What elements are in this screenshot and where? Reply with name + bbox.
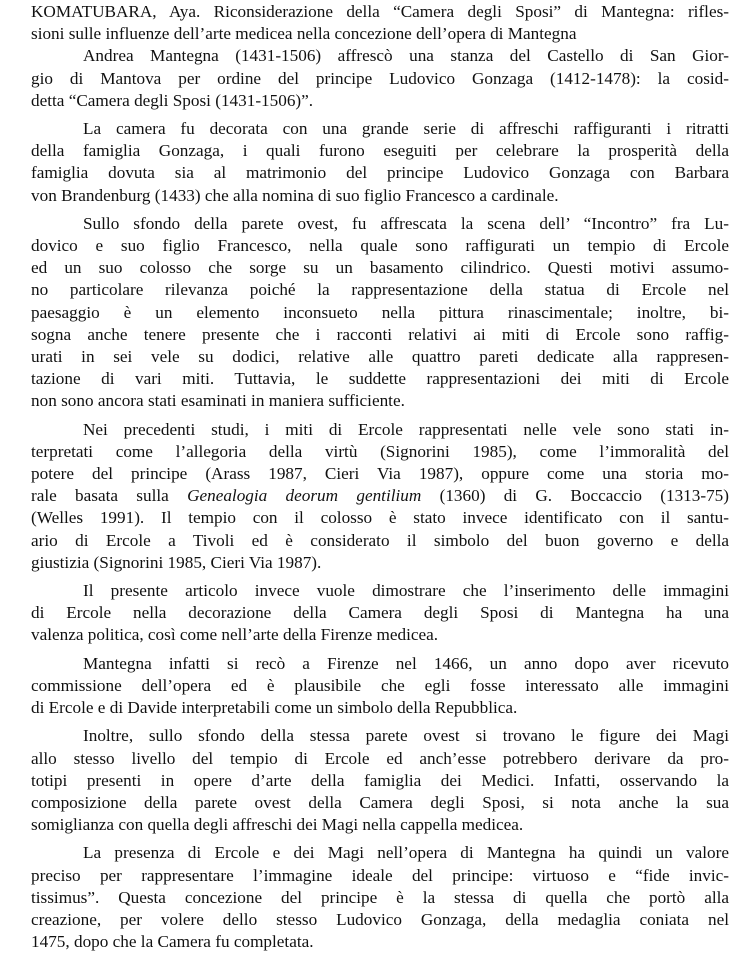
text-line: Inoltre, sullo sfondo della stessa parete ovest si trovano le figure dei Magi xyxy=(83,726,729,746)
paragraph-4 xyxy=(31,419,729,574)
header-line-1: KOMATUBARA, Aya. Riconsiderazione della “Camera degli Sposi” di Mantegna: rifles- xyxy=(31,2,729,21)
text-line: terpretati come l’allegoria della virtù (Signorini 1985), come l’immoralità del xyxy=(31,441,729,461)
paragraph-8 xyxy=(31,842,729,953)
text-line: La presenza di Ercole e dei Magi nell’opera di Mantegna ha quindi un valore xyxy=(83,843,729,863)
text-line: commissione dell’opera ed è plausibile che egli fosse interessato alle immagini xyxy=(31,675,729,695)
text-line: Nei precedenti studi, i miti di Ercole rappresentati nelle vele sono stati in- xyxy=(83,419,729,439)
text-line: della famiglia Gonzaga, i quali furono eseguiti per celebrare la prosperità della xyxy=(31,141,729,161)
text-line: potere del principe (Arass 1987, Cieri Via 1987), oppure come una storia mo- xyxy=(31,464,729,484)
text-line: von Brandenburg (1433) che alla nomina di suo figlio Francesco a cardinale. xyxy=(31,185,559,205)
text-line: Andrea Mantegna (1431-1506) affrescò una stanza del Castello di San Gior- xyxy=(83,46,729,66)
text-line: totipi presenti in opere d’arte della famiglia dei Medici. Infatti, osservando la xyxy=(31,770,729,790)
text-line: paesaggio è un elemento inconsueto nella pittura rinascimentale; inoltre, bi- xyxy=(31,302,729,322)
document-page xyxy=(31,0,729,953)
paragraph-3 xyxy=(31,213,729,413)
text-line-with-italic xyxy=(31,485,729,507)
text-line: di Ercole e di Davide interpretabili come un simbolo della Repubblica. xyxy=(31,698,518,718)
text-line: creazione, per volere dello stesso Ludovico Gonzaga, della medaglia coniata nel xyxy=(31,909,729,929)
text-line: La camera fu decorata con una grande serie di affreschi raffiguranti i ritratti xyxy=(83,119,729,139)
paragraph-2 xyxy=(31,118,729,207)
text-line: urati in sei vele su dodici, relative alle quattro pareti dedicate alla rappresen- xyxy=(31,347,729,367)
paragraph-5 xyxy=(31,580,729,647)
text-line: famiglia dovuta sia al matrimonio del principe Ludovico Gonzaga con Barbara xyxy=(31,163,729,183)
text-line: allo stesso livello del tempio di Ercole ed anch’esse potrebbero derivare da pro- xyxy=(31,748,729,768)
text-line: giustizia (Signorini 1985, Cieri Via 1987). xyxy=(31,552,322,572)
paragraph-6 xyxy=(31,653,729,720)
text-line: (Welles 1991). Il tempio con il colosso è stato invece identificato con il santu- xyxy=(31,508,729,528)
text-line: gio di Mantova per ordine del principe Ludovico Gonzaga (1412-1478): la cosid- xyxy=(31,68,729,88)
text-line: 1475, dopo che la Camera fu completata. xyxy=(31,932,314,952)
paragraph-7 xyxy=(31,725,729,836)
text-line: Il presente articolo invece vuole dimostrare che l’inserimento delle immagini xyxy=(83,581,729,601)
text-line: detta “Camera degli Sposi (1431-1506)”. xyxy=(31,90,314,110)
text-line: composizione della parete ovest della Camera degli Sposi, si nota anche la sua xyxy=(31,792,729,812)
text-line: non sono ancora stati esaminati in maniera sufficiente. xyxy=(31,391,405,411)
text-line: di Ercole nella decorazione della Camera degli Sposi di Mantegna ha una xyxy=(31,603,729,623)
text-line: Sullo sfondo della parete ovest, fu affrescata la scena dell’ “Incontro” fra Lu- xyxy=(83,213,729,233)
text-line: tissimus”. Questa concezione del principe è la stessa di quella che portò alla xyxy=(31,887,729,907)
paragraph-1 xyxy=(31,45,729,112)
header-line-2: sioni sulle influenze dell’arte medicea nella concezione dell’opera di Mantegna xyxy=(31,24,577,44)
text-line: ario di Ercole a Tivoli ed è considerato il simbolo del buon governo e della xyxy=(31,530,729,550)
italic-title: Genealogia deorum gentilium xyxy=(187,486,422,506)
text-line: no particolare rilevanza poiché la rappresentazione della statua di Ercole nel xyxy=(31,280,729,300)
text-line: dovico e suo figlio Francesco, nella quale sono raffigurati un tempio di Ercole xyxy=(31,236,729,256)
text-line: preciso per rappresentare l’immagine ideale del principe: virtuoso e “fide invic- xyxy=(31,865,729,885)
text-line: sogna anche tenere presente che i racconti relativi ai miti di Ercole sono raffig- xyxy=(31,324,729,344)
text-line: somiglianza con quella degli affreschi dei Magi nella cappella medicea. xyxy=(31,815,524,835)
text-run: (1360) di G. Boccaccio (1313-75) xyxy=(421,486,729,506)
text-run: rale basata sulla xyxy=(31,486,188,506)
article-header xyxy=(31,1,729,45)
text-line: Mantegna infatti si recò a Firenze nel 1466, un anno dopo aver ricevuto xyxy=(83,653,729,673)
text-line: tazione di vari miti. Tuttavia, le suddette rappresentazioni dei miti di Ercole xyxy=(31,369,729,389)
text-line: valenza politica, così come nell’arte della Firenze medicea. xyxy=(31,625,439,645)
text-line: ed un suo colosso che sorge su un basamento cilindrico. Questi motivi assumo- xyxy=(31,258,729,278)
